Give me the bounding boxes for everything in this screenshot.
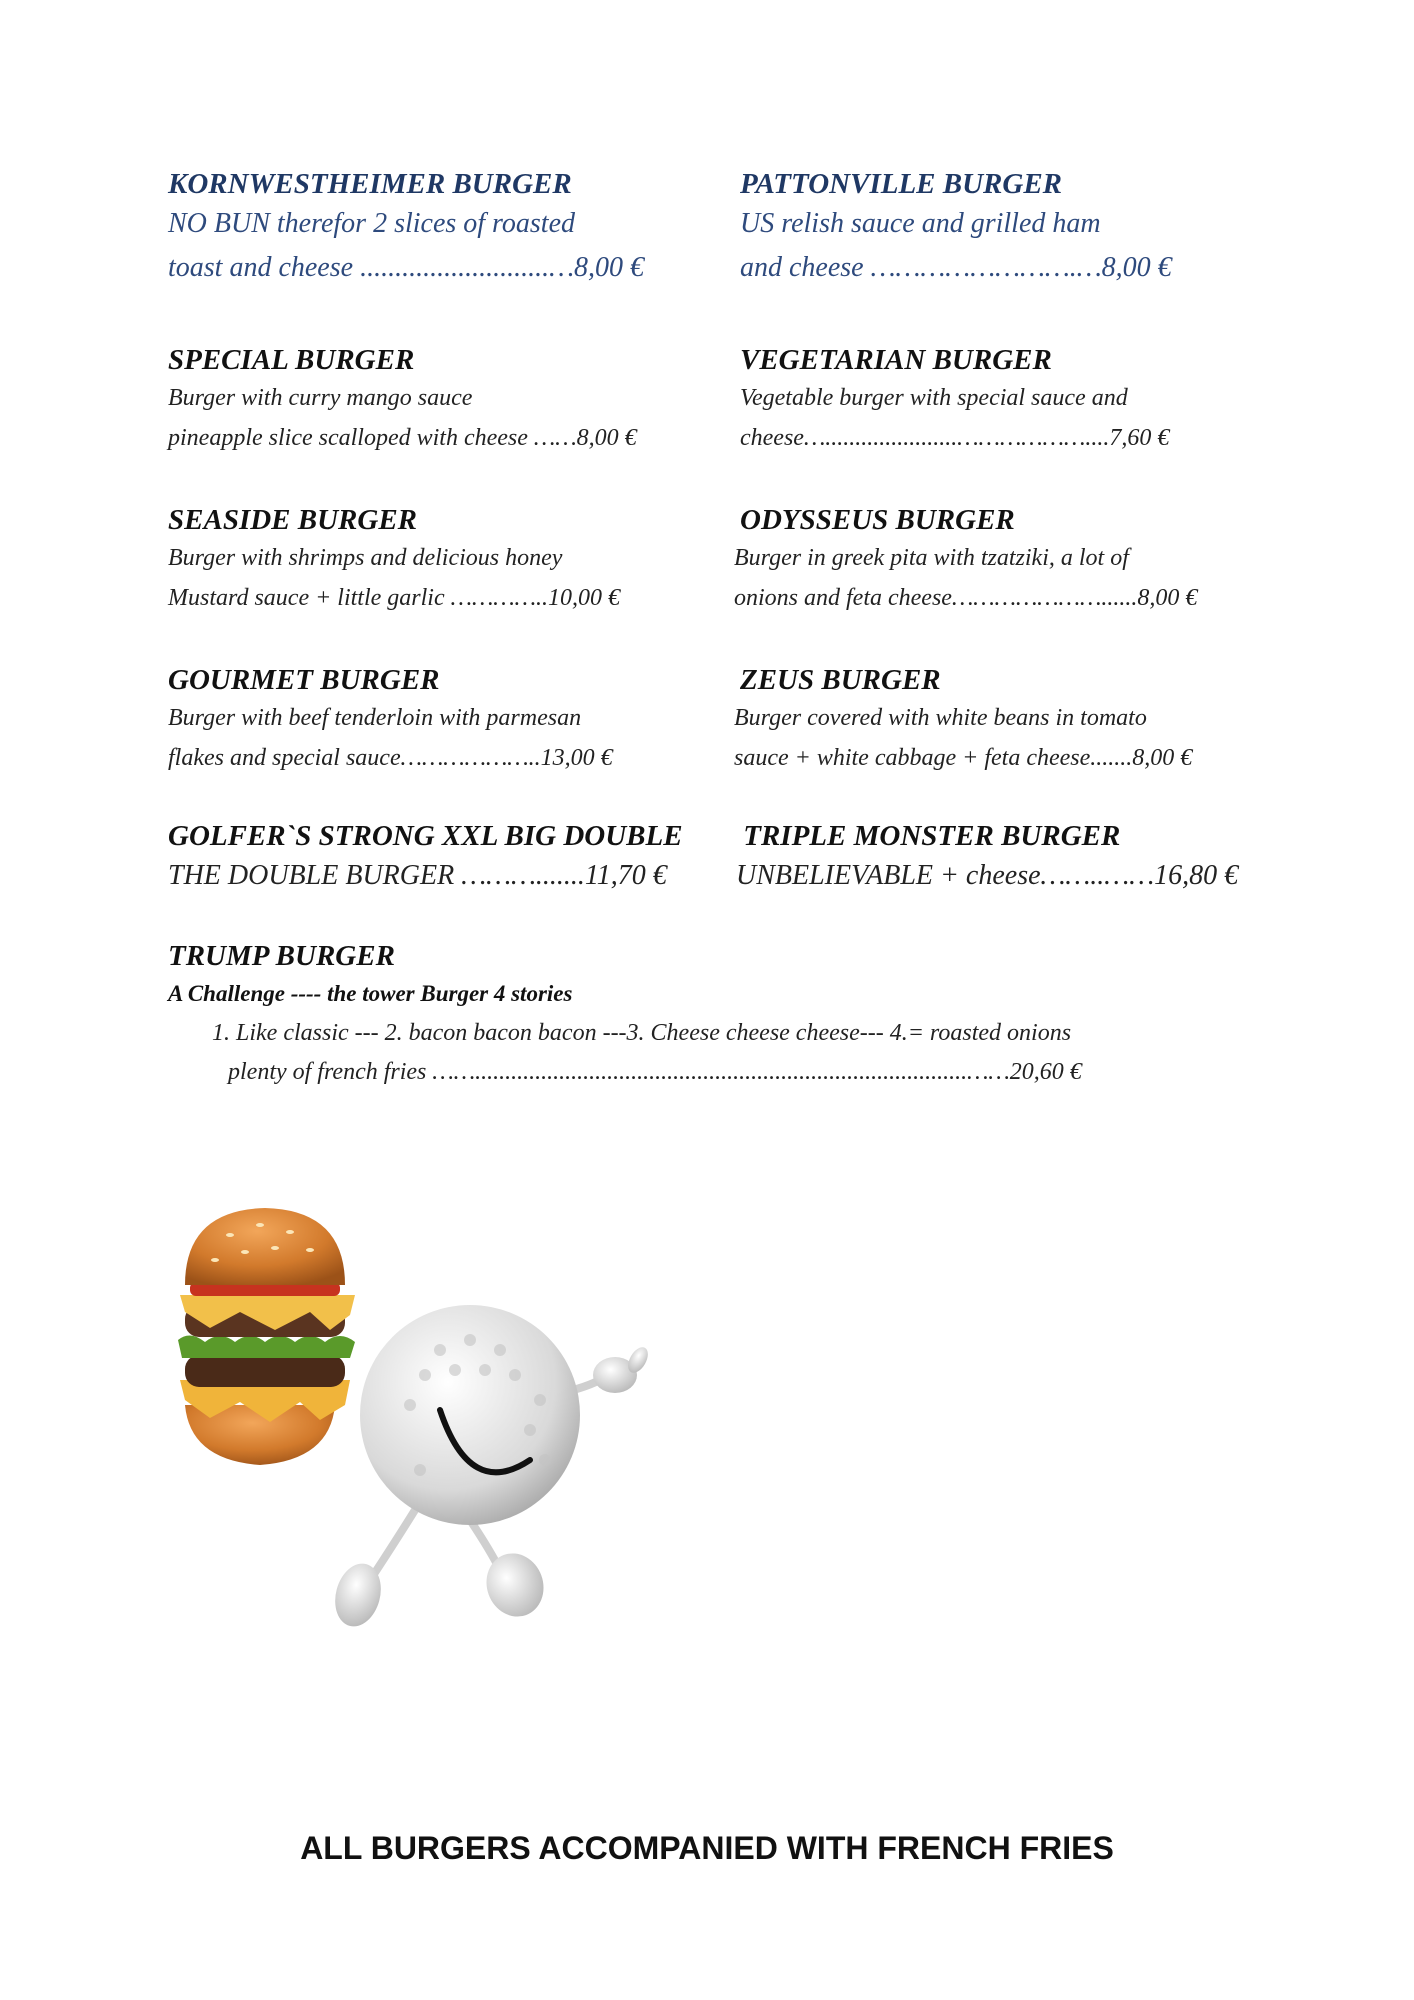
menu-item-special [168,342,728,458]
item-title: TRIPLE MONSTER BURGER [736,820,1121,852]
item-price-line: UNBELIEVABLE + cheese……..……16,80 € [736,860,1239,891]
item-price-line: pineapple slice scalloped with cheese ……8,00 € [168,425,637,451]
menu-item-vegetarian [740,342,1300,458]
item-title: ODYSSEUS BURGER [740,504,1015,536]
menu-item-zeus [734,662,1294,778]
menu-item-gourmet [168,662,728,778]
menu-item-pattonville [740,166,1300,290]
item-description: 1. Like classic --- 2. bacon bacon bacon ---3. Cheese cheese cheese--- 4.= roasted onions [212,1020,1072,1046]
menu-item-golfers-double [168,818,768,898]
item-title: GOURMET BURGER [168,664,440,696]
item-description: Burger with beef tenderloin with parmesan [168,705,582,731]
item-price-line: and cheese …………………….…8,00 € [740,252,1172,283]
item-price-line: sauce + white cabbage + feta cheese.......8,00 € [734,745,1193,771]
item-price-line: plenty of french fries ……..................................................................................……20,60 € [228,1059,1082,1085]
item-description: Burger in greek pita with tzatziki, a lot of [734,545,1129,571]
golfball-burger-illustration [170,1170,690,1630]
item-subtitle: A Challenge ---- the tower Burger 4 stories [168,981,573,1006]
item-title: VEGETARIAN BURGER [740,344,1052,376]
item-price-line: THE DOUBLE BURGER ……….......11,70 € [168,860,667,891]
item-title: PATTONVILLE BURGER [740,168,1063,200]
item-price-line: flakes and special sauce………………..13,00 € [168,745,613,771]
item-title: GOLFER`S STRONG XXL BIG DOUBLE [168,820,683,852]
item-price-line: toast and cheese ...........................…8,00 € [168,252,644,283]
item-description: Burger covered with white beans in tomato [734,705,1147,731]
item-description: US relish sauce and grilled ham [740,208,1101,239]
menu-item-odysseus [734,502,1294,618]
footer-note: ALL BURGERS ACCOMPANIED WITH FRENCH FRIES [300,1830,1114,1866]
item-price-line: Mustard sauce + little garlic …………..10,00 € [168,585,620,611]
menu-item-seaside [168,502,728,618]
menu-item-kornwestheimer [168,166,728,290]
item-title: KORNWESTHEIMER BURGER [168,168,572,200]
item-title: ZEUS BURGER [740,664,941,696]
item-price-line: cheese…......................………………....7,60 € [740,425,1170,451]
item-title: SEASIDE BURGER [168,504,418,536]
item-description: Burger with shrimps and delicious honey [168,545,563,571]
menu-item-triple-monster [736,818,1296,898]
item-description: Burger with curry mango sauce [168,385,473,411]
menu-item-trump [168,938,1248,1092]
item-description: Vegetable burger with special sauce and [740,385,1128,411]
item-description: NO BUN therefor 2 slices of roasted [168,208,576,239]
item-title: TRUMP BURGER [168,940,395,972]
item-price-line: onions and feta cheese…………………......8,00 € [734,585,1198,611]
item-title: SPECIAL BURGER [168,344,415,376]
